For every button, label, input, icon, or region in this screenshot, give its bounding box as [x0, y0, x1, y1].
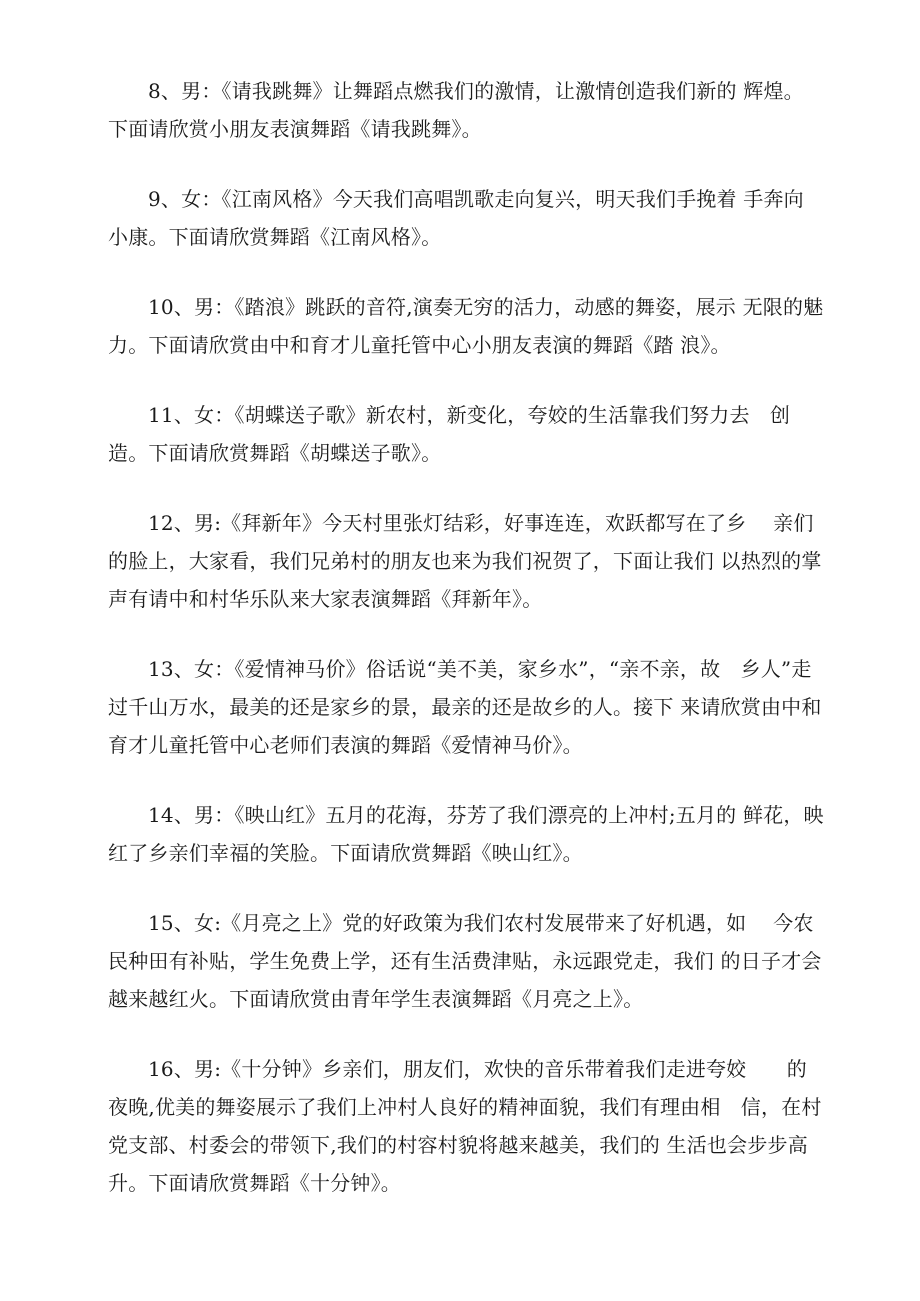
paragraph-item-9: 9、女：《江南风格》今天我们高唱凯歌走向复兴，明天我们手挽着 手奔向小康。下面请欣赏舞蹈《江南风格》。	[108, 187, 804, 249]
paragraph-item-10: 10、男：《踏浪》跳跃的音符,演奏无穷的活力，动感的舞姿，展示 无限的魅力。下面请欣赏由中和育才儿童托管中心小朋友表演的舞蹈《踏 浪》。	[108, 295, 824, 357]
paragraph-item-16: 16、男:《十分钟》乡亲们，朋友们，欢快的音乐带着我们走进夸姣 的夜晚,优美的舞姿展示了我们上冲村人良好的精神面貌，我们有理由相 信，在村党支部、村委会的带领下,我们的村容村貌将越来越美，我们的 生活也会步步高升。下面请欣赏舞蹈《十分钟》。	[108, 1057, 822, 1195]
paragraph-item-15: 15、女:《月亮之上》党的好政策为我们农村发展带来了好机遇，如 今农民种田有补贴，学生免费上学，还有生活费津贴，永远跟党走，我们 的日子才会越来越红火。下面请欣赏由青年学生表演舞蹈《月亮之上》。	[108, 911, 822, 1011]
paragraph-item-14: 14、男：《映山红》五月的花海，芬芳了我们漂亮的上冲村;五月的 鲜花，映红了乡亲们幸福的笑脸。下面请欣赏舞蹈《映山红》。	[108, 803, 824, 865]
paragraph-item-12: 12、男:《拜新年》今天村里张灯结彩，好事连连，欢跃都写在了乡 亲们的脸上，大家看，我们兄弟村的朋友也来为我们祝贺了，下面让我们 以热烈的掌声有请中和村华乐队来大家表演舞蹈《拜新年》。	[108, 511, 822, 611]
document-body	[108, 72, 824, 1234]
paragraph-item-13: 13、女：《爱情神马价》俗话说“美不美，家乡水”，“亲不亲，故 乡人”走过千山万水，最美的还是家乡的景，最亲的还是故乡的人。接下 来请欣赏由中和育才儿童托管中心老师们表演的舞蹈《爱情神马价》。	[108, 657, 822, 757]
paragraph-item-8: 8、男：《请我跳舞》让舞蹈点燃我们的激情，让激情创造我们新的 辉煌。下面请欣赏小朋友表演舞蹈《请我跳舞》。	[108, 79, 804, 141]
paragraph-item-11: 11、女：《胡蝶送子歌》新农村，新变化，夸姣的生活靠我们努力去 创造。下面请欣赏舞蹈《胡蝶送子歌》。	[108, 403, 791, 465]
